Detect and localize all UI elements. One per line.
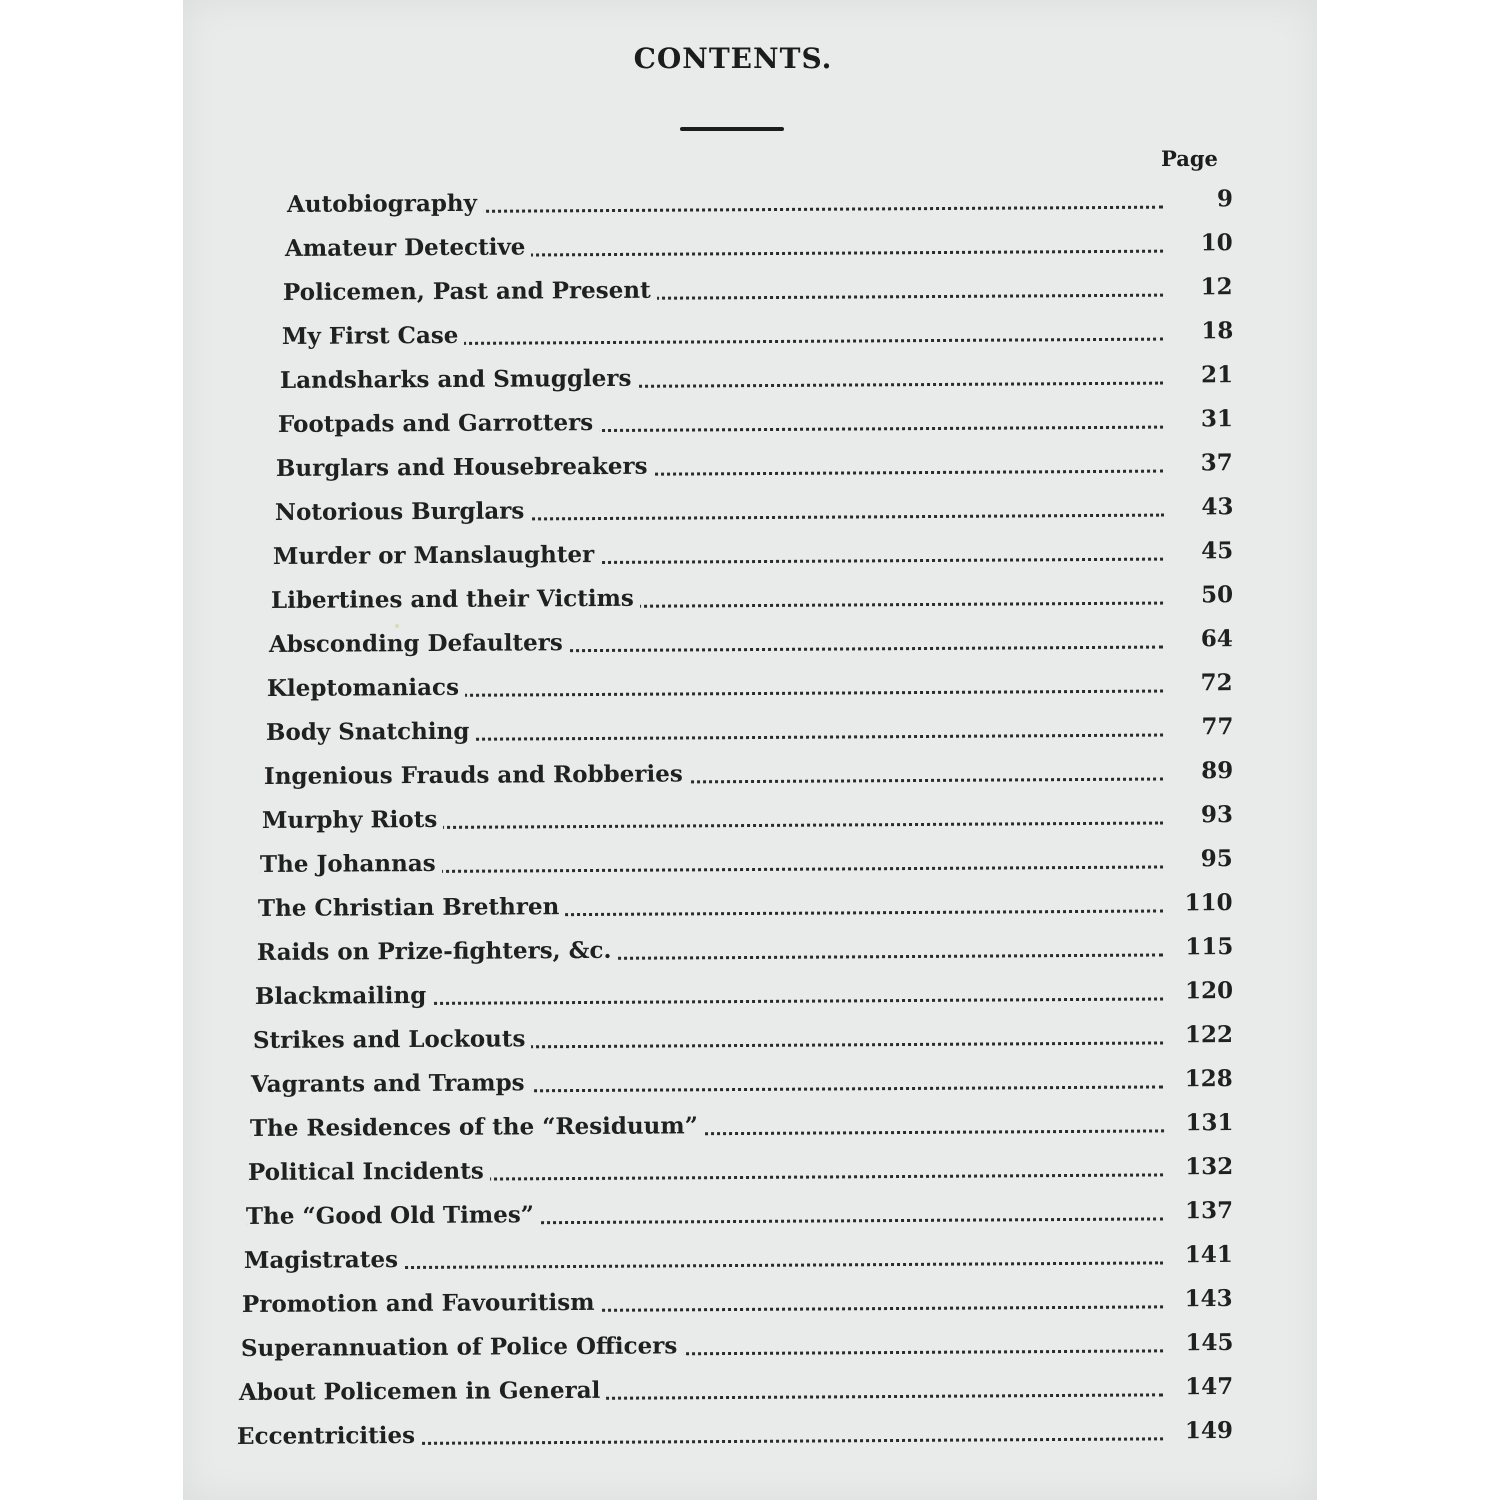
toc-entry (280, 356, 1233, 396)
toc-entry-title: Libertines and their Victims (271, 584, 640, 616)
toc-entry-page: 31 (1200, 405, 1234, 433)
toc-entry (285, 224, 1233, 264)
toc-entry (276, 444, 1233, 484)
toc-entry-page: 43 (1200, 493, 1234, 521)
toc-entry-page: 149 (1184, 1416, 1234, 1445)
book-page (183, 0, 1317, 1500)
toc-entry-title: Landsharks and Smugglers (280, 364, 638, 396)
toc-entry (262, 796, 1233, 836)
toc-entry-page: 77 (1200, 713, 1234, 741)
toc-entry-title: Eccentricities (237, 1421, 421, 1452)
toc-entry (257, 928, 1234, 968)
toc-entry-page: 132 (1184, 1152, 1234, 1181)
toc-entry-page: 137 (1184, 1196, 1234, 1225)
toc-entry-title: Promotion and Favouritism (242, 1288, 601, 1320)
toc-entry-title: Absconding Defaulters (269, 628, 569, 660)
toc-entry-page: 110 (1184, 889, 1234, 917)
toc-entry-page: 120 (1184, 977, 1234, 1005)
page-title: CONTENTS. (633, 42, 833, 75)
toc-entry-page: 37 (1200, 449, 1234, 477)
toc-entry-page: 64 (1200, 625, 1234, 653)
toc-entry (248, 1148, 1233, 1188)
toc-entry (240, 1324, 1233, 1364)
toc-entry-title: The Johannas (260, 849, 442, 880)
toc-entry-title: Vagrants and Tramps (251, 1068, 531, 1100)
toc-entry-page: 141 (1184, 1240, 1234, 1269)
toc-entry-title: About Policemen in General (239, 1376, 606, 1408)
toc-entry (237, 1412, 1233, 1452)
toc-entry-page: 18 (1200, 317, 1234, 345)
toc-entry-page: 45 (1200, 537, 1234, 565)
toc-entry (249, 1104, 1233, 1144)
toc-entry-page: 145 (1184, 1328, 1234, 1357)
toc-entry-title: Political Incidents (248, 1157, 490, 1188)
toc-entry (273, 532, 1233, 572)
toc-entry-page: 89 (1200, 757, 1234, 785)
toc-entry (267, 664, 1233, 704)
toc-entry (258, 884, 1233, 924)
toc-entry-title: Murder or Manslaughter (273, 540, 600, 572)
toc-entry-page: 128 (1184, 1065, 1234, 1093)
toc-entry-title: Strikes and Lockouts (253, 1024, 532, 1056)
toc-entry-title: Burglars and Housebreakers (276, 452, 654, 484)
toc-entry-page: 10 (1200, 229, 1234, 257)
toc-entry-title: Notorious Burglars (274, 496, 529, 528)
toc-entry-page: 72 (1200, 669, 1234, 697)
toc-entry (264, 752, 1233, 792)
toc-entry-title: Murphy Riots (262, 805, 443, 836)
toc-entry (265, 708, 1233, 748)
toc-entry (278, 400, 1233, 440)
toc-entry-title: Autobiography (287, 189, 483, 220)
toc-entry-page: 95 (1200, 845, 1234, 873)
toc-entry (244, 1236, 1233, 1276)
toc-entry (287, 180, 1233, 220)
page-column-label: Page (1161, 146, 1218, 171)
toc-entry (260, 840, 1233, 880)
toc-entry-title: Kleptomaniacs (267, 673, 465, 704)
toc-entry-title: Footpads and Garrotters (278, 408, 599, 440)
toc-entry-page: 21 (1200, 361, 1234, 389)
toc-entry (246, 1192, 1233, 1232)
toc-entry-page: 50 (1200, 581, 1234, 609)
table-of-contents (183, 0, 1317, 1500)
toc-entry-page: 122 (1184, 1021, 1234, 1049)
toc-entry (269, 620, 1233, 660)
toc-entry (253, 1016, 1233, 1056)
toc-entry-title: Raids on Prize-fighters, &c. (257, 936, 618, 968)
toc-entry-title: Body Snatching (265, 717, 475, 748)
toc-entry (242, 1280, 1233, 1320)
toc-entry-title: The “Good Old Times” (246, 1200, 540, 1232)
toc-entry-page: 131 (1184, 1108, 1234, 1137)
toc-entry-title: Magistrates (244, 1245, 404, 1276)
toc-entry (282, 312, 1234, 352)
toc-entry-title: Ingenious Frauds and Robberies (264, 759, 689, 792)
toc-entry-title: Blackmailing (255, 981, 432, 1012)
toc-entry-title: The Christian Brethren (258, 892, 566, 924)
toc-entry (283, 268, 1233, 308)
toc-entry (255, 972, 1233, 1012)
toc-entry-title: The Residences of the “Residuum” (249, 1111, 703, 1144)
toc-entry (251, 1060, 1233, 1100)
toc-entry-title: Policemen, Past and Present (283, 276, 657, 308)
toc-entry (274, 488, 1233, 528)
toc-entry (271, 576, 1233, 616)
toc-entry-title: Amateur Detective (285, 232, 532, 264)
toc-entry-title: Superannuation of Police Officers (240, 1331, 682, 1364)
toc-entry-page: 147 (1184, 1372, 1234, 1401)
toc-entry-page: 93 (1200, 801, 1234, 829)
toc-entry-page: 9 (1216, 185, 1234, 213)
toc-entry (239, 1368, 1233, 1408)
toc-entry-title: My First Case (282, 321, 465, 352)
toc-entry-page: 12 (1200, 273, 1234, 301)
toc-entry-page: 115 (1184, 933, 1234, 961)
toc-entry-page: 143 (1184, 1284, 1234, 1313)
